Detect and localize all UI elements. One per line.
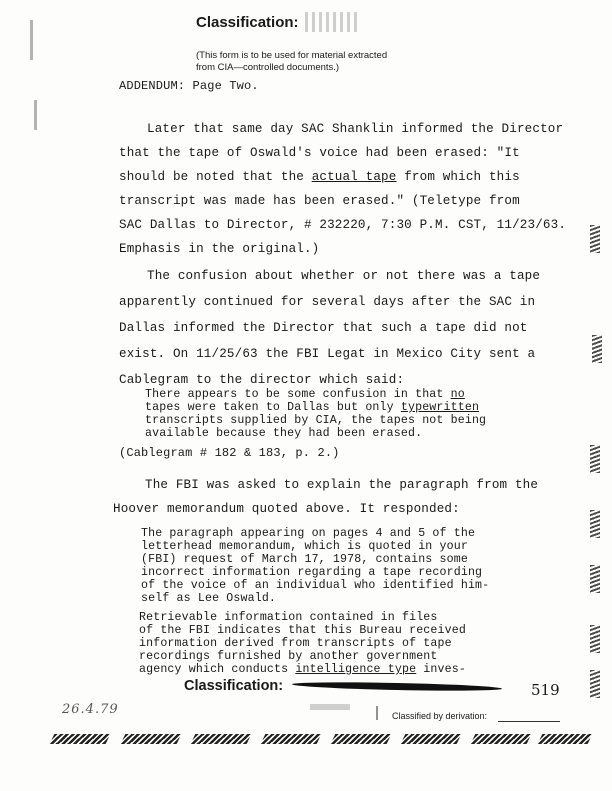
quote-line: self as Lee Oswald. <box>141 592 277 605</box>
form-note <box>196 50 387 74</box>
citation: (Cablegram # 182 & 183, p. 2.) <box>119 446 340 460</box>
quote-line: Retrievable information contained in files <box>139 611 438 624</box>
underlined-text: no <box>450 388 465 401</box>
text-line: Dallas informed the Director that such a tape did not <box>119 321 528 335</box>
border-hatch <box>261 734 322 744</box>
quote-line: information derived from transcripts of tape <box>139 637 452 650</box>
text-line: Cablegram to the director which said: <box>119 373 405 387</box>
quote-line: The paragraph appearing on pages 4 and 5 of the <box>141 527 476 540</box>
edge-scan-mark <box>590 445 600 473</box>
quote-line: of the FBI indicates that this Bureau received <box>139 624 466 637</box>
border-hatch <box>50 734 111 744</box>
classification-footer: Classification: <box>184 678 284 694</box>
paragraph-1 <box>119 117 566 261</box>
quote-line: of the voice of an individual who identified him- <box>141 579 490 592</box>
underlined-text: intelligence type <box>295 663 417 676</box>
bracket-mark <box>376 706 378 720</box>
border-hatch <box>331 734 392 744</box>
form-note-line: from CIA—controlled documents.) <box>196 62 340 73</box>
quote-line: transcripts supplied by CIA, the tapes not being <box>145 414 487 427</box>
addendum-label: ADDENDUM: Page Two. <box>119 79 259 93</box>
text-line: apparently continued for several days after the SAC in <box>119 295 536 309</box>
redaction-mark <box>305 12 360 32</box>
edge-scan-mark <box>592 335 602 363</box>
text-line: should be noted that the actual tape from which this <box>119 170 520 184</box>
edge-scan-mark <box>590 565 600 593</box>
text-line: The confusion about whether or not there was a tape <box>147 269 541 283</box>
text-line: that the tape of Oswald's voice had been erased: "It <box>119 146 520 160</box>
classification-stroke <box>292 681 502 692</box>
text-line: The FBI was asked to explain the paragraph from the <box>145 478 539 492</box>
binding-mark <box>30 20 33 60</box>
text-line: transcript was made has been erased." (Teletype from <box>119 194 520 208</box>
binding-mark <box>34 100 37 130</box>
text-line: exist. On 11/25/63 the FBI Legat in Mexico City sent a <box>119 347 536 361</box>
faint-mark <box>310 704 350 710</box>
edge-scan-mark <box>590 510 600 538</box>
classified-by-label: Classified by derivation: <box>392 711 488 721</box>
text-line: Later that same day SAC Shanklin informed the Director <box>147 122 564 136</box>
edge-scan-mark <box>590 225 600 253</box>
quote-line: recordings furnished by another government <box>139 650 438 663</box>
block-quote-cablegram <box>145 388 486 440</box>
classification-heading: Classification: <box>196 14 299 31</box>
block-quote-fbi-response <box>141 527 489 605</box>
quote-line: incorrect information regarding a tape recording <box>141 566 483 579</box>
underlined-text: typewritten <box>400 401 480 414</box>
edge-scan-mark <box>590 625 600 653</box>
quote-line: (FBI) request of March 17, 1978, contains some <box>141 553 468 566</box>
border-hatch <box>401 734 462 744</box>
handwritten-note: 26.4.79 <box>62 702 119 717</box>
classified-by-line <box>498 721 560 722</box>
border-hatch <box>471 734 532 744</box>
text-line: SAC Dallas to Director, # 232220, 7:30 P.M. CST, 11/23/63. <box>119 218 567 232</box>
quote-line: available because they had been erased. <box>145 427 423 440</box>
border-hatch <box>121 734 182 744</box>
page-number: 519 <box>531 681 560 699</box>
quote-line: letterhead memorandum, which is quoted in your <box>141 540 468 553</box>
text-line: Emphasis in the original.) <box>119 242 320 256</box>
quote-line: There appears to be some confusion in that no <box>145 388 465 401</box>
underlined-text: actual tape <box>311 170 397 184</box>
border-hatch <box>538 734 593 744</box>
text-line: Hoover memorandum quoted above. It responded: <box>113 502 460 516</box>
edge-scan-mark <box>590 670 600 698</box>
border-hatch <box>191 734 252 744</box>
block-quote-retrievable-info <box>139 611 466 676</box>
quote-line: agency which conducts intelligence type inves- <box>139 663 466 676</box>
form-note-line: (This form is to be used for material extracted <box>196 50 388 61</box>
paragraph-3 <box>113 473 539 521</box>
paragraph-2 <box>119 263 540 393</box>
quote-line: tapes were taken to Dallas but only typewritten <box>145 401 480 414</box>
